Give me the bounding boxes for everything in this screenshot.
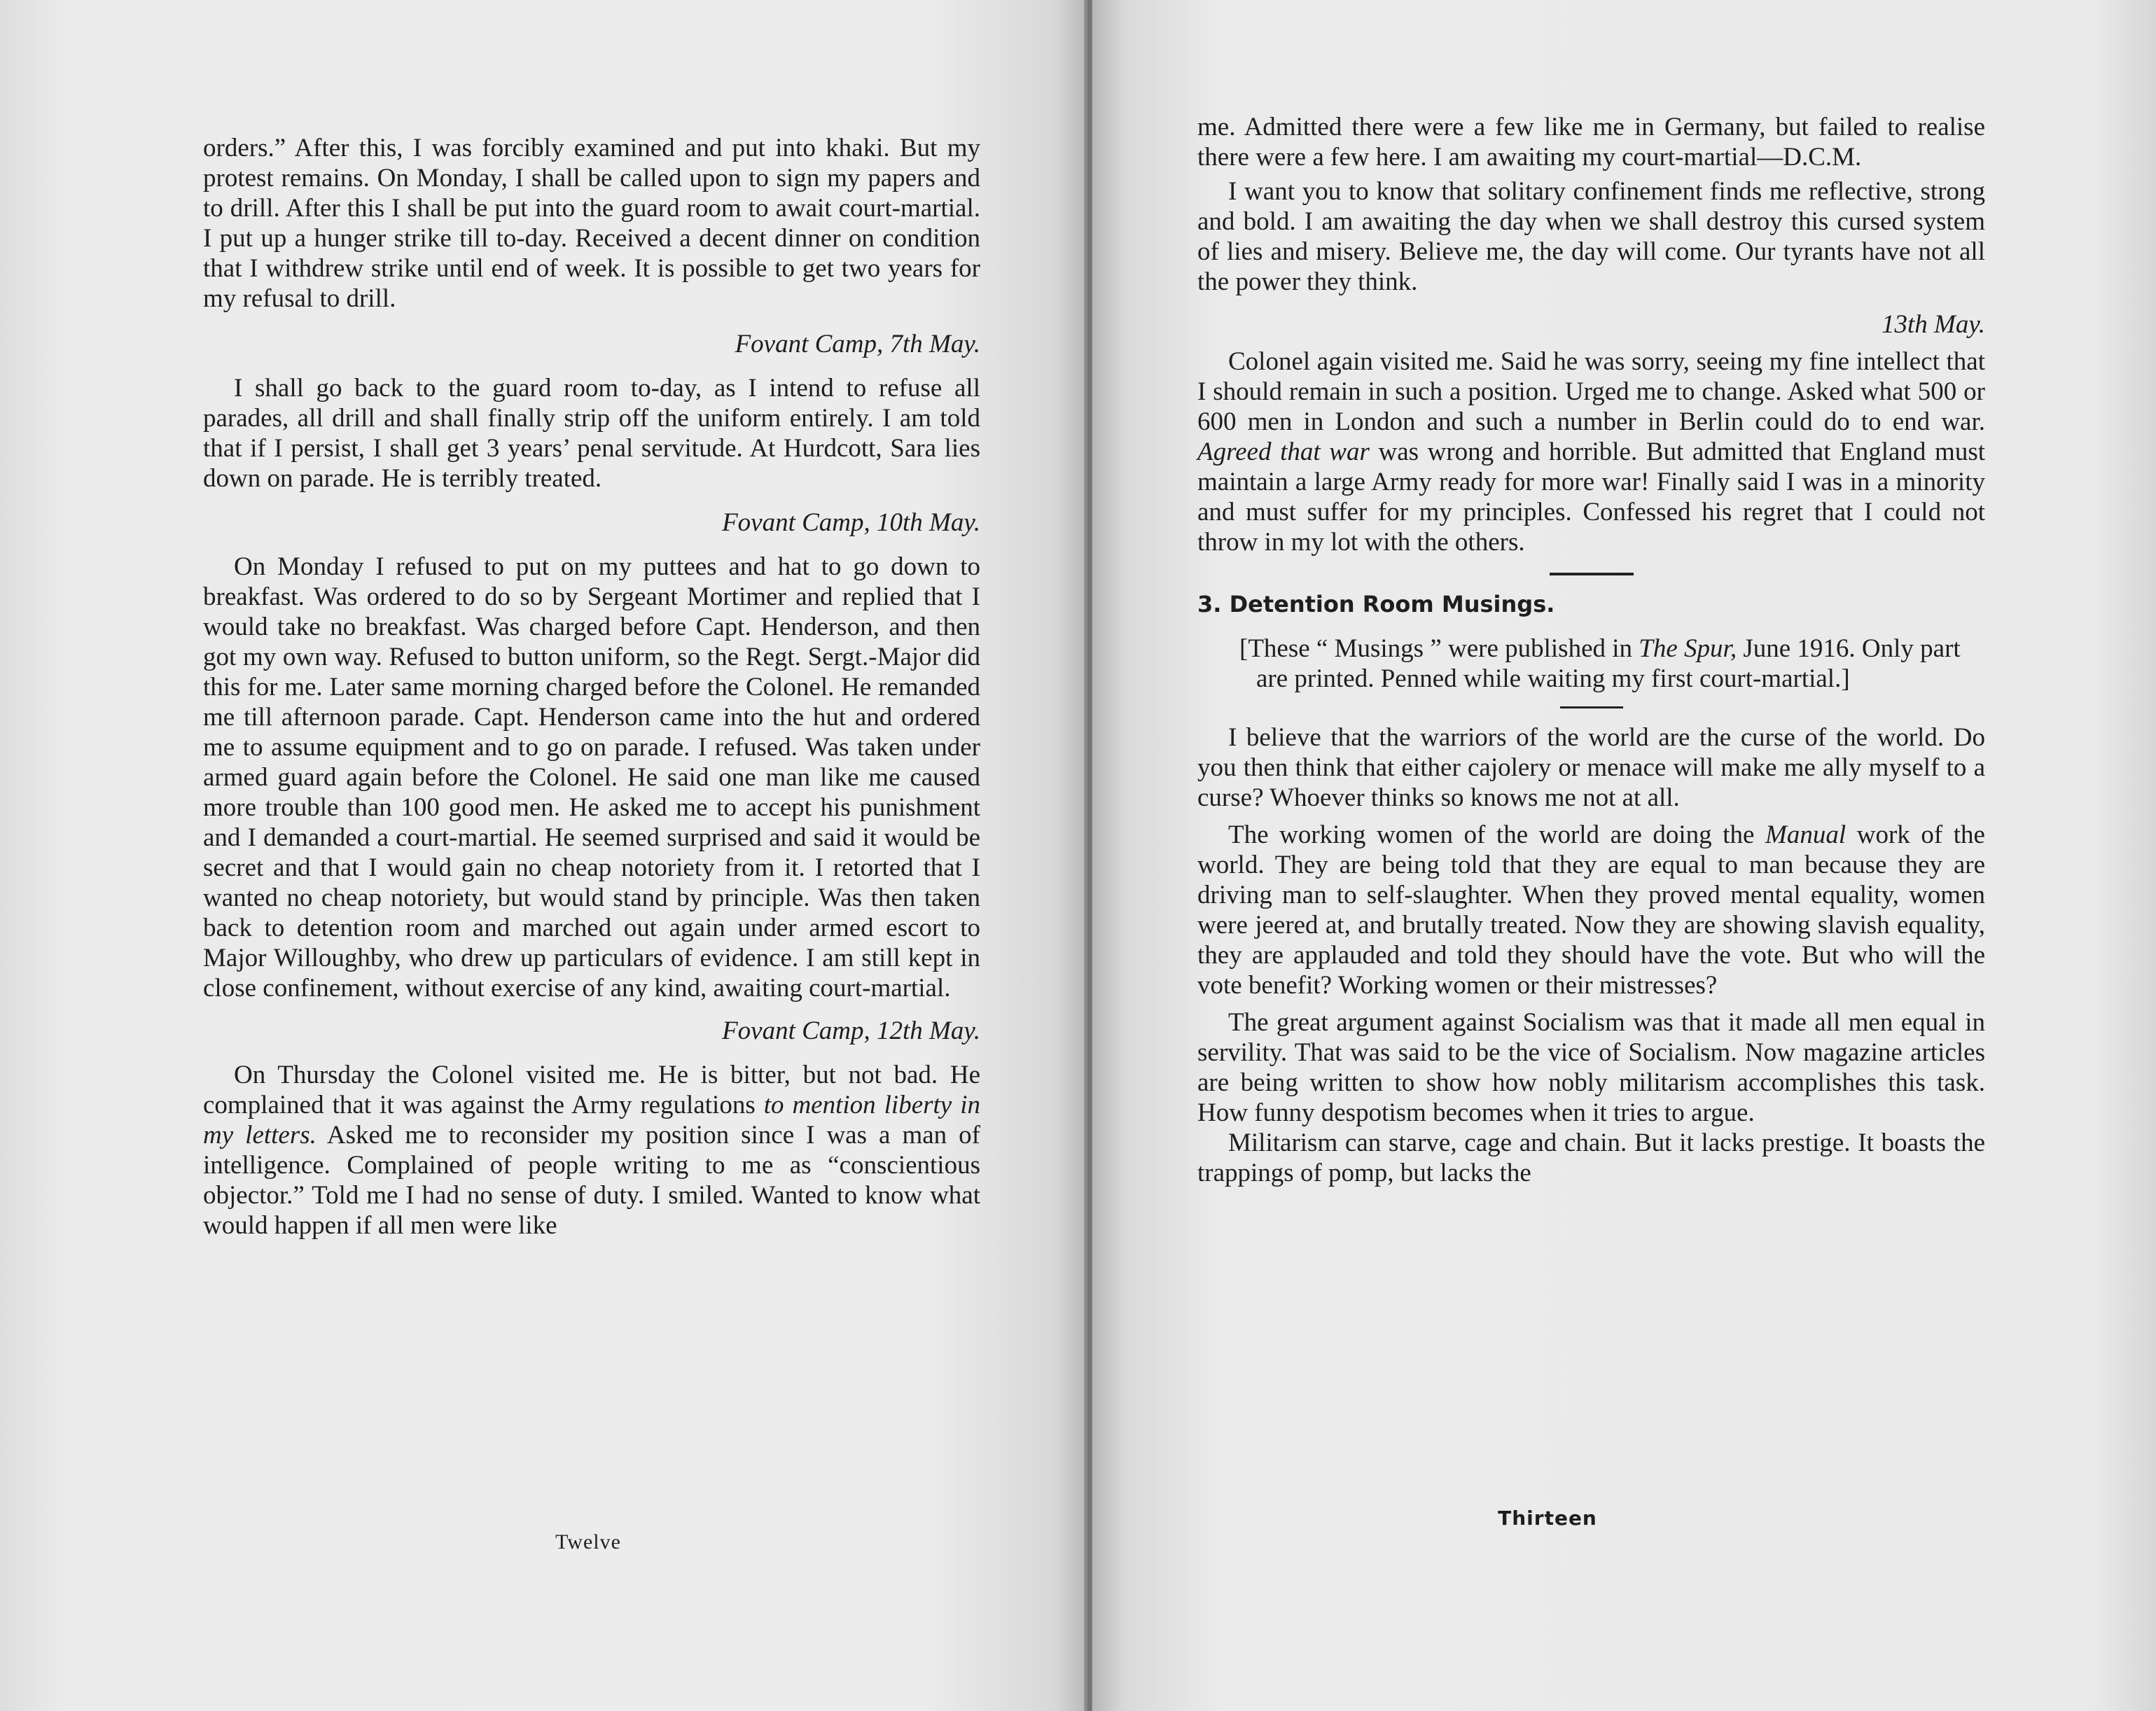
right-page <box>1092 0 2156 1711</box>
text-run: The working women of the world are doing the <box>1228 820 1766 849</box>
section-rule <box>1550 573 1634 575</box>
text-run: Asked me to reconsider my position since I was a man of intelligence. Complained of people writing to me as “conscientious objector.” Told me I had no sense of duty. I smiled. Wanted to know what would happen if all men were like <box>203 1121 980 1240</box>
paragraph: me. Admitted there were a few like me in Germany, but failed to realise there were a few here. I am awaiting my court-martial—D.C.M. <box>1197 113 1985 172</box>
paragraph: The great argument against Socialism was that it made all men equal in servility. That was said to be the vice of Socialism. Now magazine articles are being written to show how nobly militarism accomplishes this task. How funny despotism becomes when it tries to argue. <box>1197 1008 1985 1127</box>
text-run: work of the world. They are being told that they are equal to man because they are driving man to self-slaughter. When they proved mental equality, women were jeered at, and brutally treated. Now they are showing slavish equality, they are applauded and told they should have the vote. But who will the vote benefit? Working women or their mistresses? <box>1197 820 1985 1000</box>
text-run: June 1916. Only part are printed. Penned while waiting my first court-martial.] <box>1256 634 1961 693</box>
paragraph <box>203 1060 980 1241</box>
text-run: On Thursday the Colonel visited me. He is bitter, but not bad. He complained that it was against the Army regulations <box>203 1061 980 1119</box>
dateline: Fovant Camp, 7th May. <box>735 330 980 358</box>
left-text-column <box>203 133 980 1241</box>
paragraph: I want you to know that solitary confinement finds me reflective, strong and bold. I am awaiting the day when we shall destroy this cursed system of lies and misery. Believe me, the day will come. Our tyrants have not all the power they think. <box>1197 177 1985 296</box>
paragraph: On Monday I refused to put on my puttees and hat to go down to breakfast. Was ordered to do so by Sergeant Mortimer and replied that I would take no breakfast. Was charged before Capt. Henderson, and then got my own way. Refused to button uniform, so the Regt. Sergt.-Major did this for me. Later same morning charged before the Colonel. He remanded me till afternoon parade. Capt. Henderson came into the hut and ordered me to assume equipment and to go on parade. I refused. Was taken under armed guard again before the Colonel. He said one man like me caused more trouble than 100 good men. He asked me to accept his punishment and I demanded a court-martial. He seemed surprised and said it would be secret and that I would gain no cheap notoriety from it. I retorted that I wanted no cheap notoriety, but would stand by principle. Was then taken back to detention room and marched out again under armed escort to Major Willoughby, who drew up particulars of evidence. I am still kept in close confinement, without exercise of any kind, awaiting court-martial. <box>203 552 980 1003</box>
section-heading: 3. Detention Room Musings. <box>1197 591 1555 617</box>
paragraph <box>1197 347 1985 557</box>
text-run: was wrong and horrible. But admitted that England must maintain a large Army ready for more war! Finally said I was in a minority and must suffer for my principles. Confessed his regret that I could not throw in my lot with the others. <box>1197 438 1986 557</box>
italic-run: Agreed that war <box>1197 438 1370 466</box>
dateline: 13th May. <box>1882 310 1985 339</box>
paragraph <box>1197 820 1985 1000</box>
page-number: Twelve <box>555 1530 621 1553</box>
text-run: [These “ Musings ” were published in <box>1239 634 1639 663</box>
note-rule <box>1560 706 1623 708</box>
italic-run: Manual <box>1765 820 1846 849</box>
right-text-column <box>1197 112 1985 1188</box>
italic-run: to mention liberty in my letters. <box>203 1091 980 1150</box>
page-number: Thirteen <box>1498 1507 1597 1530</box>
paragraph: I shall go back to the guard room to-day, as I intend to refuse all parades, all drill and shall finally strip off the uniform entirely. I am told that if I persist, I shall get 3 years’ penal servitude. At Hurdcott, Sara lies down on parade. He is terribly treated. <box>203 374 980 493</box>
italic-run: The Spur, <box>1639 634 1737 663</box>
paragraph: I believe that the warriors of the world are the curse of the world. Do you then think that either cajolery or menace will make me ally myself to a curse? Whoever thinks so knows me not at all. <box>1197 723 1985 812</box>
dateline: Fovant Camp, 12th May. <box>722 1017 980 1045</box>
editorial-note <box>1197 634 1985 694</box>
paragraph: Militarism can starve, cage and chain. But it lacks prestige. It boasts the trappings of pomp, but lacks the <box>1197 1129 1985 1187</box>
text-run: Colonel again visited me. Said he was sorry, seeing my fine intellect that I should remain in such a position. Urged me to change. Asked what 500 or 600 men in London and such a number in Berlin could do to end war. <box>1197 347 1985 436</box>
paragraph: orders.” After this, I was forcibly examined and put into khaki. But my protest remains. On Monday, I shall be called upon to sign my papers and to drill. After this I shall be put into the guard room to await court-martial. I put up a hunger strike till to-day. Received a decent dinner on condition that I withdrew strike until end of week. It is possible to get two years for my refusal to drill. <box>203 134 980 313</box>
dateline: Fovant Camp, 10th May. <box>722 508 980 537</box>
